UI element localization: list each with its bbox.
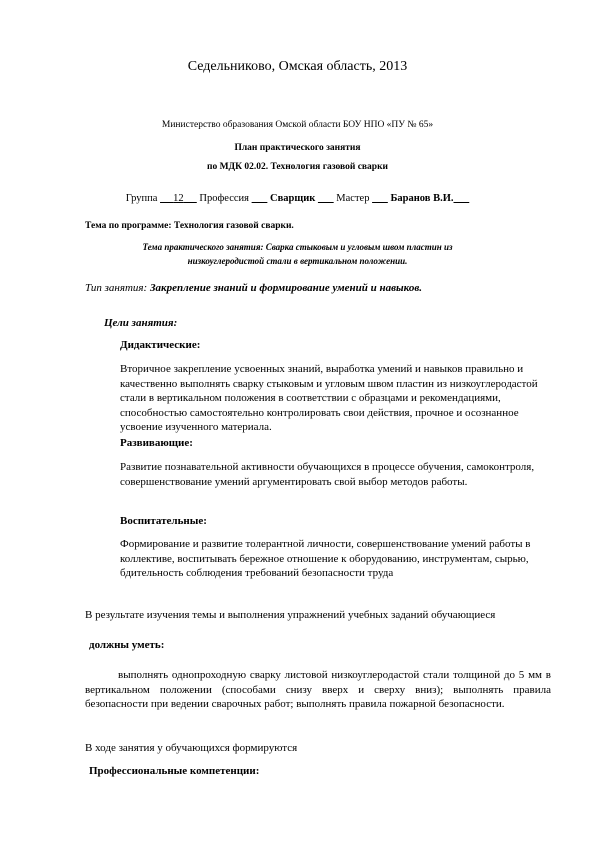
plan-title: План практического занятия (234, 143, 361, 153)
didactic-text: Вторичное закрепление усвоенных знаний, выработка умений и навыков правильно и качественно выполнять сварку стыковым и угловым швом пластин из низкоуглеродастой стали в вертикальном положения в соответствии с образцами и рекомендациями, способностью самостоятельно контролировать свои действия, прочное и осознанное усвоение изученного материала. (120, 363, 538, 433)
profession-label: Профессия (199, 193, 249, 204)
lesson-type-label: Тип занятия: (85, 282, 148, 294)
topic-lesson-line2: низкоуглеродистой стали в вертикальном положении. (187, 256, 408, 266)
formation-intro: В ходе занятия у обучающихся формируются (85, 742, 298, 754)
didactic-heading: Дидактические: (120, 339, 201, 351)
group-line (0, 192, 595, 206)
subject-line: по МДК 02.02. Технология газовой сварки (206, 162, 389, 172)
profession-name: Сварщик (269, 193, 316, 204)
master-label: Мастер (336, 193, 370, 204)
educational-text: Формирование и развитие толерантной личности, совершенствование умений работы в коллективе, воспитывать бережное отношение к оборудованию, инструментам, сырью, бдительность соблюдения требований безопасности труда (120, 538, 531, 579)
profession-value (252, 193, 268, 204)
lesson-type (85, 281, 422, 295)
goals-heading: Цели занятия: (104, 317, 178, 329)
place-title: Седельниково, Омская область, 2013 (187, 59, 408, 74)
competencies-heading: Профессиональные компетенции: (89, 765, 260, 777)
master-name: Баранов В.И. (390, 193, 454, 204)
must-know-label: должны уметь: (89, 639, 165, 651)
topic-lesson-line1: Тема практического занятия: Сварка стыковым и угловым швом пластин из (142, 242, 453, 252)
educational-heading: Воспитательные: (120, 515, 207, 527)
developing-heading: Развивающие: (120, 437, 193, 449)
skills-text: выполнять однопроходную сварку листовой низкоуглеродастой стали толщиной до 5 мм в вертикальном положении (способами снизу вверх и сверху вниз); выполнять правила безопасности при ведении сварочных работ; выполнять правила пожарной безопасности. (85, 669, 551, 710)
group-label: Группа (125, 193, 158, 204)
ministry-line: Министерство образования Омской области БОУ НПО «ПУ № 65» (161, 120, 434, 130)
group-value: 12 (173, 193, 184, 204)
developing-text: Развитие познавательной активности обучающихся в процессе обучения, самоконтроля, совершенствование умений аргументировать свой выбор методов работы. (120, 461, 535, 488)
topic-program: Тема по программе: Технология газовой сварки. (85, 221, 294, 231)
lesson-type-value: Закрепление знаний и формирование умений и навыков. (149, 282, 422, 294)
result-intro: В результате изучения темы и выполнения упражнений учебных заданий обучающиеся (85, 609, 496, 621)
